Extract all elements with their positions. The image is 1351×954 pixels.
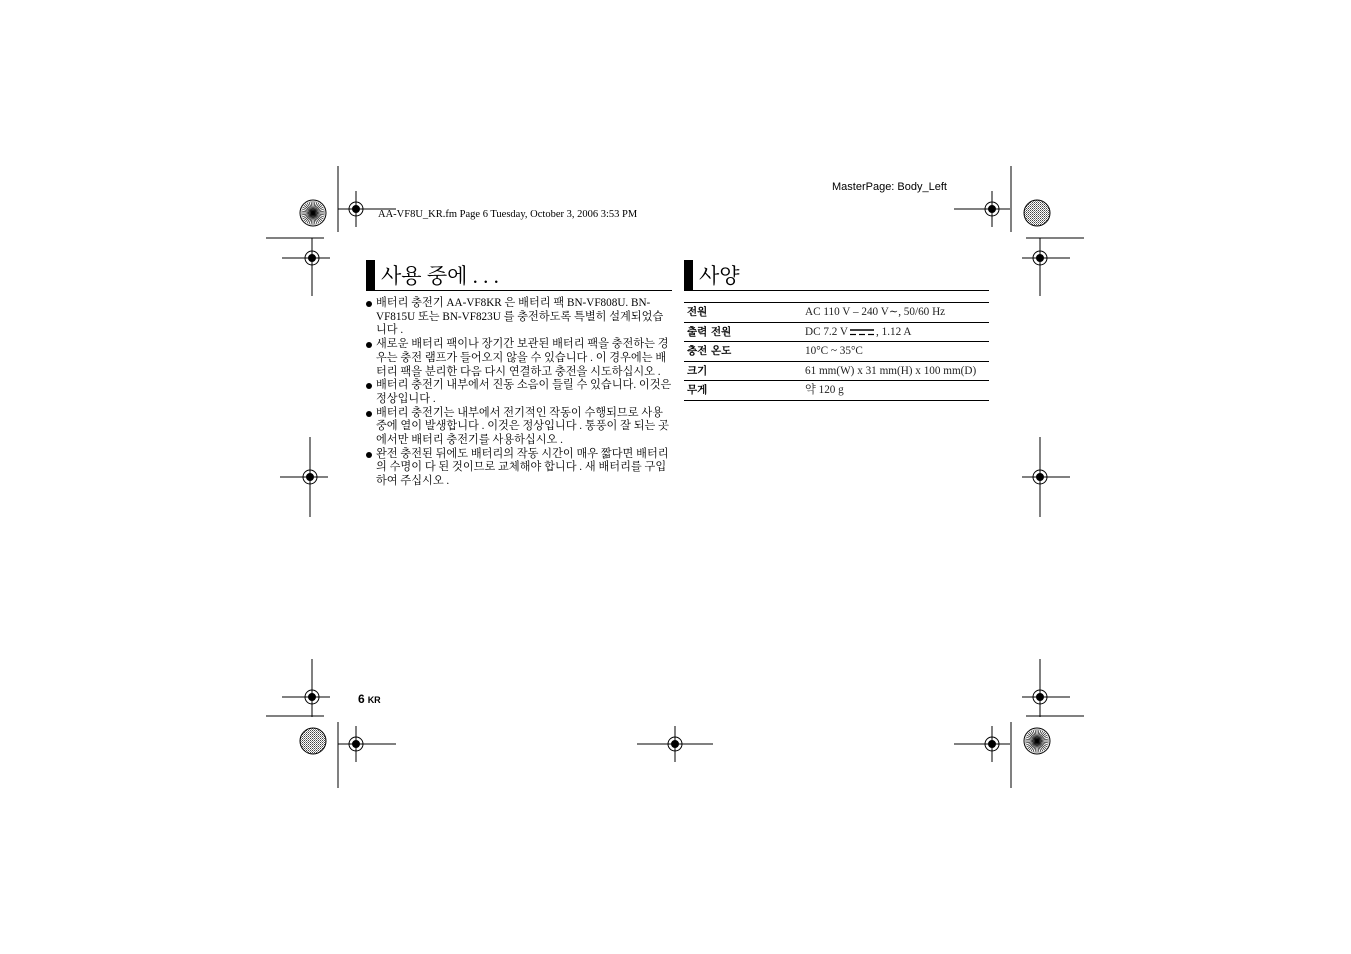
- table-row: [684, 381, 989, 401]
- page-lang: KR: [367, 695, 381, 705]
- dc-symbol-icon: [850, 328, 874, 336]
- table-row: [684, 361, 989, 381]
- spec-value-suffix: , 1.12 A: [876, 325, 912, 338]
- page-number-value: 6: [358, 692, 365, 706]
- starburst-mark-icon: [1024, 728, 1050, 754]
- spec-label: 전원: [684, 303, 802, 323]
- spec-value-prefix: DC 7.2 V: [805, 325, 848, 338]
- spec-table: [684, 302, 989, 401]
- registration-target-icon: [280, 437, 328, 517]
- spec-value: 약 120 g: [802, 381, 989, 401]
- registration-target-icon: [1022, 238, 1070, 296]
- starburst-mark-icon: [300, 200, 326, 226]
- section-heading-usage: [366, 260, 672, 291]
- spec-value: [802, 322, 989, 342]
- table-row: [684, 322, 989, 342]
- usage-bullet-list: [366, 297, 672, 489]
- spec-label: 출력 전원: [684, 322, 802, 342]
- section-title: 사양: [699, 263, 740, 288]
- list-item: 배터리 충전기는 내부에서 전기적인 작동이 수행되므로 사용 중에 열이 발생합니다 . 이것은 정상입니다 . 통풍이 잘 되는 곳에서만 배터리 충전기를 사용하십시오 .: [366, 407, 672, 448]
- section-heading-specs: [684, 260, 989, 291]
- spec-value: 61 mm(W) x 31 mm(H) x 100 mm(D): [802, 361, 989, 381]
- spec-label: 크기: [684, 361, 802, 381]
- section-title: 사용 중에 . . .: [381, 263, 499, 288]
- masterpage-label: MasterPage: Body_Left: [832, 181, 947, 193]
- grey-mark-icon: [1024, 200, 1050, 226]
- registration-target-icon: [282, 659, 330, 717]
- spec-label: 충전 온도: [684, 342, 802, 362]
- registration-target-icon: [282, 238, 330, 296]
- grey-mark-icon: [300, 728, 326, 754]
- registration-target-icon: [954, 726, 1010, 762]
- spec-value: AC 110 V – 240 V∼, 50/60 Hz: [802, 303, 989, 323]
- spec-value: 10°C ~ 35°C: [802, 342, 989, 362]
- page-number: [358, 692, 381, 706]
- heading-bar: [366, 260, 375, 290]
- list-item: 배터리 충전기 AA-VF8KR 은 배터리 팩 BN-VF808U. BN-VF815U 또는 BN-VF823U 를 충전하도록 특별히 설계되었습니다 .: [366, 297, 672, 338]
- registration-target-icon: [637, 726, 713, 762]
- table-row: [684, 303, 989, 323]
- file-info-header: AA-VF8U_KR.fm Page 6 Tuesday, October 3, 2006 3:53 PM: [378, 209, 638, 220]
- list-item: 새로운 배터리 팩이나 장기간 보관된 배터리 팩을 충전하는 경우는 충전 램프가 들어오지 않을 수 있습니다 . 이 경우에는 배터리 팩을 분리한 다음 다시 연결하고 충전을 시도하십시오 .: [366, 338, 672, 379]
- heading-bar: [684, 260, 693, 290]
- list-item: 완전 충전된 뒤에도 배터리의 작동 시간이 매우 짧다면 배터리의 수명이 다 된 것이므로 교체해야 합니다 . 새 배터리를 구입하여 주십시오 .: [366, 448, 672, 489]
- registration-target-icon: [1022, 659, 1070, 717]
- registration-target-icon: [1022, 437, 1070, 517]
- registration-target-icon: [338, 726, 396, 762]
- spec-label: 무게: [684, 381, 802, 401]
- list-item: 배터리 충전기 내부에서 진동 소음이 들릴 수 있습니다. 이것은 정상입니다 .: [366, 379, 672, 406]
- registration-target-icon: [954, 191, 1010, 227]
- table-row: [684, 342, 989, 362]
